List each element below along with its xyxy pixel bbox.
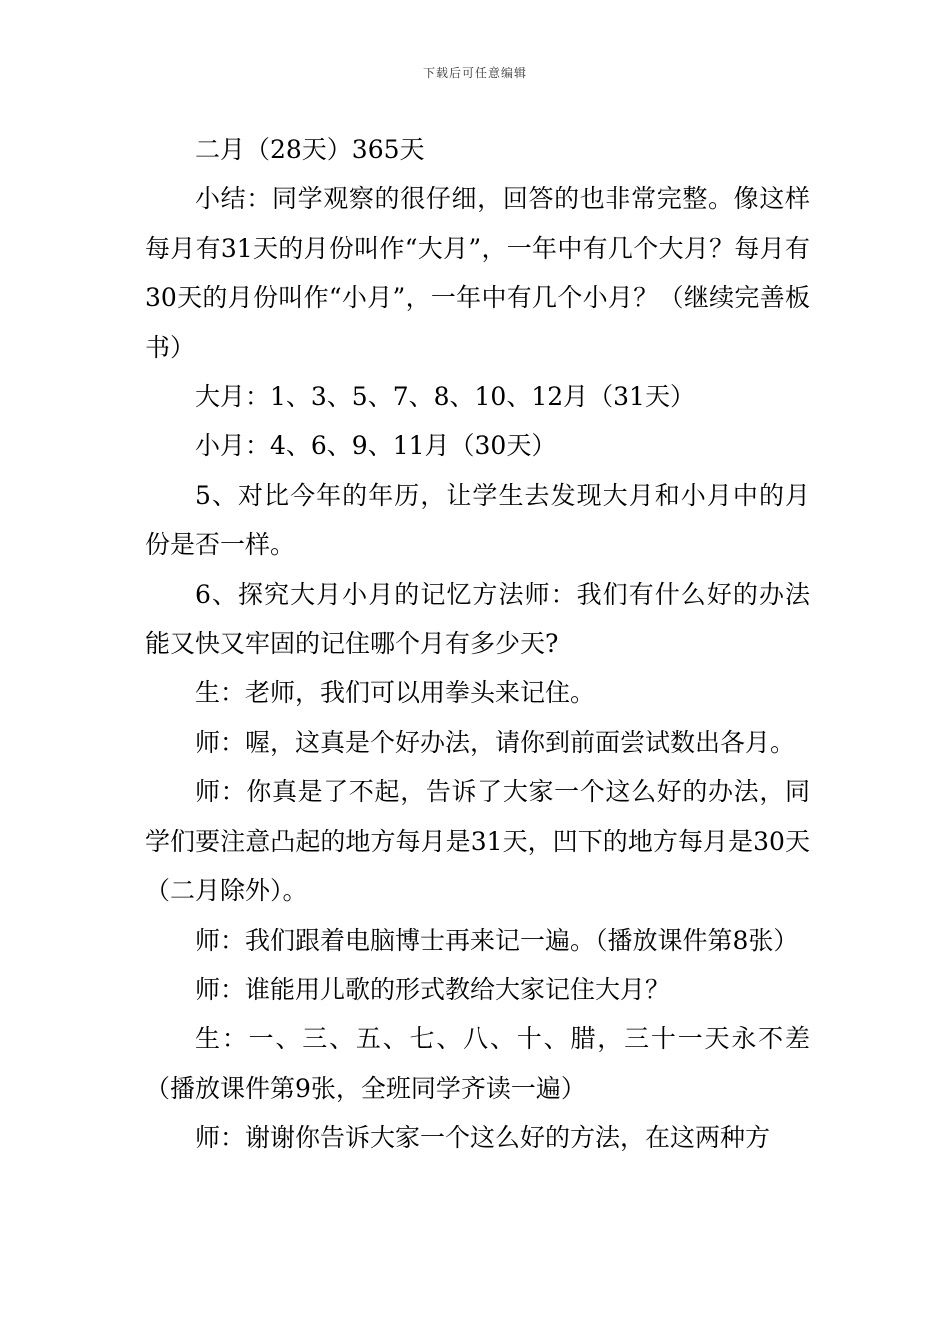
- document-body: [145, 125, 810, 1163]
- paragraph-step-6: 6、探究大月小月的记忆方法师：我们有什么好的办法能又快又牢固的记住哪个月有多少天?: [145, 579, 810, 659]
- page-header: 下载后可任意编辑: [422, 66, 527, 80]
- paragraph-big-months: 大月：1、3、5、7、8、10、12月（31天）: [195, 382, 695, 412]
- paragraph-summary: 小结：同学观察的很仔细，回答的也非常完整。像这样每月有31天的月份叫作“大月”，一年中有几个大月？每月有30天的月份叫作“小月”，一年中有几个小月？（继续完善板书）: [145, 184, 810, 362]
- paragraph-student-rhyme: 生：一、三、五、七、八、十、腊，三十一天永不差（播放课件第9张，全班同学齐读一遍）: [145, 1024, 810, 1103]
- paragraph-small-months: 小月：4、6、9、11月（30天）: [195, 431, 557, 461]
- paragraph-feb-days: 二月（28天）365天: [195, 135, 425, 164]
- paragraph-teacher-praise: 师：你真是了不起，告诉了大家一个这么好的办法，同学们要注意凸起的地方每月是31天，凹下的地方每月是30天（二月除外）。: [145, 777, 810, 906]
- paragraph-teacher-thanks: 师：谢谢你告诉大家一个这么好的方法，在这两种方: [195, 1123, 771, 1153]
- paragraph-teacher-slide-8: 师：我们跟着电脑博士再来记一遍。（播放课件第8张）: [195, 925, 799, 955]
- paragraph-step-5: 5、对比今年的年历，让学生去发现大月和小月中的月份是否一样。: [145, 480, 810, 560]
- paragraph-teacher-rhyme: 师：谁能用儿歌的形式教给大家记住大月？: [195, 974, 671, 1004]
- paragraph-teacher-try: 师：喔，这真是个好办法，请你到前面尝试数出各月。: [195, 727, 796, 757]
- paragraph-student-fist: 生：老师，我们可以用拳头来记住。: [195, 678, 596, 708]
